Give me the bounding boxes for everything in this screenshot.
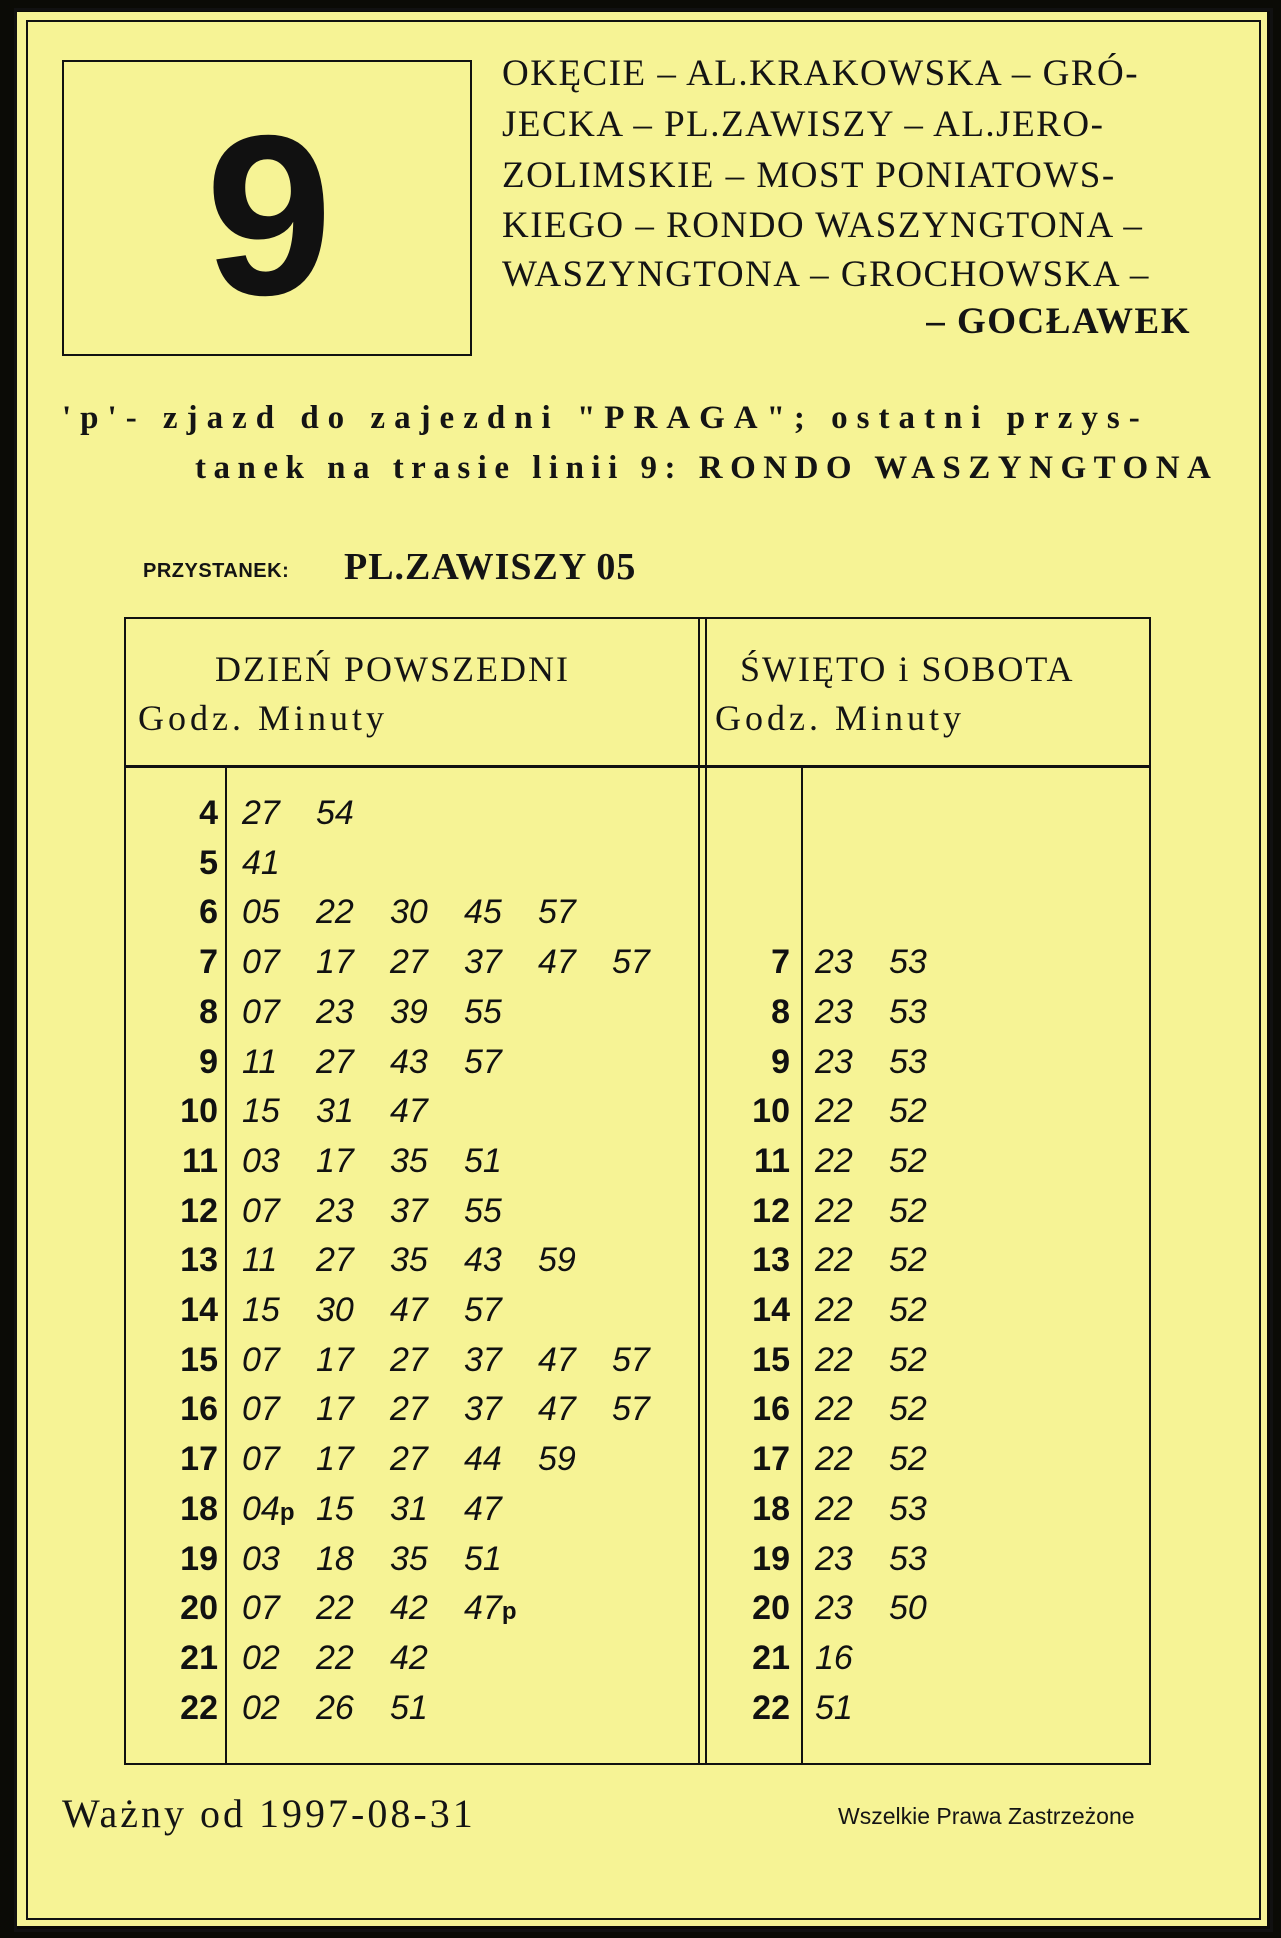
- weekday-hour: 20: [180, 1589, 218, 1628]
- holiday-minute: 52: [889, 1440, 927, 1479]
- weekday-minute: 55: [464, 1191, 502, 1230]
- weekday-minute: 57: [538, 893, 576, 932]
- weekday-minute: 07: [242, 1390, 280, 1429]
- weekday-hour-rule: [225, 768, 227, 1765]
- weekday-minute: 47: [390, 1291, 428, 1329]
- holiday-minute: 52: [889, 1390, 927, 1429]
- weekday-minutes: [242, 788, 390, 838]
- holiday-minute: 23: [815, 1589, 853, 1628]
- holiday-title: ŚWIĘTO i SOBOTA: [740, 649, 1075, 689]
- header-rule: [124, 765, 1151, 768]
- weekday-minute: 47: [390, 1092, 428, 1131]
- holiday-minute: 22: [815, 1390, 853, 1429]
- weekday-minute: 59: [538, 1241, 576, 1280]
- weekday-minutes: [242, 887, 612, 937]
- weekday-minute: 03: [242, 1141, 280, 1180]
- weekday-hour: 16: [180, 1390, 218, 1429]
- weekday-minutes: [242, 1484, 538, 1538]
- holiday-hour: 10: [752, 1092, 790, 1131]
- weekday-minute: 44: [464, 1440, 502, 1479]
- weekday-minute: 22: [316, 893, 354, 932]
- stop-label: PRZYSTANEK:: [143, 560, 290, 582]
- weekday-minute: 47: [538, 1390, 576, 1429]
- weekday-minute: 27: [390, 1390, 428, 1429]
- holiday-minutes: [815, 1086, 963, 1136]
- weekday-minutes: [242, 1136, 538, 1186]
- route-line-3: ZOLIMSKIE – MOST PONIATOWS-: [502, 155, 1116, 196]
- weekday-minute: 15: [242, 1291, 280, 1329]
- weekday-minute: 22: [316, 1589, 354, 1628]
- holiday-hour: 18: [752, 1489, 790, 1528]
- weekday-minute: 35: [390, 1241, 428, 1280]
- holiday-minute: 22: [815, 1340, 853, 1379]
- weekday-minute: 51: [390, 1688, 428, 1727]
- weekday-minutes: [242, 1683, 464, 1733]
- holiday-minutes: [815, 1235, 963, 1285]
- weekday-minute: 30: [316, 1291, 354, 1329]
- weekday-hour: 12: [180, 1191, 218, 1230]
- holiday-hour: 20: [752, 1589, 790, 1628]
- holiday-minute: 51: [815, 1688, 853, 1727]
- weekday-minute: 57: [612, 943, 650, 982]
- holiday-hour: 8: [771, 992, 790, 1031]
- weekday-minute: 31: [316, 1092, 354, 1131]
- holiday-minute: 52: [889, 1241, 927, 1280]
- weekday-minute: 17: [316, 1340, 354, 1379]
- weekday-minute: 27: [316, 1042, 354, 1081]
- weekday-hour: 15: [180, 1340, 218, 1379]
- weekday-minute: 23: [316, 992, 354, 1031]
- weekday-minute: 26: [316, 1688, 354, 1727]
- holiday-minutes: [815, 1285, 963, 1335]
- column-divider: [705, 617, 707, 1765]
- weekday-minute: 41: [242, 843, 280, 882]
- holiday-minutes: [815, 1335, 963, 1385]
- holiday-hour: 17: [752, 1440, 790, 1479]
- holiday-minute: 50: [889, 1589, 927, 1628]
- weekday-minute: 47p: [464, 1589, 517, 1628]
- weekday-minute: 37: [390, 1191, 428, 1230]
- weekday-minute: 39: [390, 992, 428, 1031]
- holiday-minute: 52: [889, 1340, 927, 1379]
- holiday-minute: 23: [815, 1042, 853, 1081]
- holiday-minute: 23: [815, 1539, 853, 1578]
- weekday-title: DZIEŃ POWSZEDNI: [215, 649, 570, 689]
- weekday-hour: 18: [180, 1489, 218, 1528]
- weekday-minute: 51: [464, 1141, 502, 1180]
- weekday-minute: 22: [316, 1638, 354, 1677]
- holiday-hour: 19: [752, 1539, 790, 1578]
- holiday-hour: 21: [752, 1638, 790, 1677]
- weekday-minute: 35: [390, 1141, 428, 1180]
- holiday-minute: 22: [815, 1141, 853, 1180]
- holiday-minute: 22: [815, 1291, 853, 1329]
- weekday-minutes: [242, 1235, 612, 1285]
- weekday-hour: 14: [180, 1291, 218, 1329]
- weekday-minute: 03: [242, 1539, 280, 1578]
- weekday-minute: 57: [612, 1390, 650, 1429]
- route-line-5: WASZYNGTONA – GROCHOWSKA –: [502, 254, 1150, 295]
- holiday-hour: 22: [752, 1688, 790, 1727]
- holiday-minute: 22: [815, 1191, 853, 1230]
- holiday-minutes: [815, 1484, 963, 1534]
- weekday-hour: 21: [180, 1638, 218, 1677]
- weekday-hour: 4: [199, 794, 218, 832]
- weekday-minute: 27: [242, 794, 280, 832]
- holiday-minutes: [815, 1583, 963, 1633]
- holiday-minutes: [815, 1434, 963, 1484]
- holiday-minute: 52: [889, 1092, 927, 1131]
- route-line-6: – GOCŁAWEK: [926, 301, 1191, 342]
- line-number-box: [62, 60, 472, 356]
- weekday-minute: 43: [390, 1042, 428, 1081]
- weekday-minute: 17: [316, 943, 354, 982]
- holiday-hour: 9: [771, 1042, 790, 1081]
- holiday-minute: 52: [889, 1141, 927, 1180]
- copyright-notice: Wszelkie Prawa Zastrzeżone: [838, 1803, 1135, 1829]
- weekday-minute: 17: [316, 1390, 354, 1429]
- holiday-hour: 13: [752, 1241, 790, 1280]
- weekday-minute: 07: [242, 992, 280, 1031]
- weekday-minute: 27: [390, 1440, 428, 1479]
- weekday-minute: 07: [242, 1340, 280, 1379]
- weekday-minute: 04p: [242, 1489, 295, 1528]
- weekday-minute: 17: [316, 1141, 354, 1180]
- weekday-minute: 59: [538, 1440, 576, 1479]
- weekday-minute: 07: [242, 943, 280, 982]
- holiday-minute: 52: [889, 1191, 927, 1230]
- valid-from: Ważny od 1997-08-31: [62, 1791, 476, 1836]
- weekday-minute: 55: [464, 992, 502, 1031]
- holiday-hour: 15: [752, 1340, 790, 1379]
- weekday-minute: 35: [390, 1539, 428, 1578]
- stop-name: PL.ZAWISZY 05: [344, 546, 637, 588]
- weekday-minutes: [242, 937, 686, 987]
- weekday-minute: 11: [242, 1042, 278, 1081]
- weekday-minute: 37: [464, 943, 502, 982]
- weekday-minute: 15: [242, 1092, 280, 1131]
- weekday-minutes: [242, 987, 538, 1037]
- holiday-minute: 22: [815, 1092, 853, 1131]
- weekday-minute: 47: [538, 1340, 576, 1379]
- weekday-minutes: [242, 1583, 538, 1637]
- weekday-minute: 15: [316, 1489, 354, 1528]
- weekday-hour: 7: [199, 943, 218, 982]
- weekday-hour: 13: [180, 1241, 218, 1280]
- holiday-minute: 53: [889, 1539, 927, 1578]
- weekday-minute: 31: [390, 1489, 428, 1528]
- weekday-minute: 27: [316, 1241, 354, 1280]
- holiday-hour-rule: [801, 768, 803, 1765]
- weekday-minutes: [242, 1186, 538, 1236]
- holiday-hour: 14: [752, 1291, 790, 1329]
- note-line-1: 'p'- zjazd do zajezdni "PRAGA"; ostatni przys-: [62, 400, 1149, 436]
- weekday-minute: 54: [316, 794, 354, 832]
- holiday-minute: 52: [889, 1291, 927, 1329]
- holiday-minutes: [815, 937, 963, 987]
- route-line-2: JECKA – PL.ZAWISZY – AL.JERO-: [502, 104, 1105, 145]
- weekday-subtitle: Godz. Minuty: [138, 698, 388, 738]
- holiday-minute: 16: [815, 1638, 853, 1677]
- weekday-minute: 37: [464, 1390, 502, 1429]
- weekday-hour: 8: [199, 992, 218, 1031]
- weekday-minute: 02: [242, 1688, 280, 1727]
- weekday-minutes: [242, 1086, 464, 1136]
- weekday-minute: 42: [390, 1589, 428, 1628]
- holiday-minute: 53: [889, 1489, 927, 1528]
- holiday-minute: 22: [815, 1241, 853, 1280]
- holiday-minute: 53: [889, 1042, 927, 1081]
- weekday-minute: 30: [390, 893, 428, 932]
- weekday-minute: 27: [390, 1340, 428, 1379]
- weekday-hour: 9: [199, 1042, 218, 1081]
- weekday-minute: 23: [316, 1191, 354, 1230]
- weekday-minutes: [242, 1285, 538, 1335]
- weekday-minute: 18: [316, 1539, 354, 1578]
- note-line-2: tanek na trasie linii 9: RONDO WASZYNGTONA: [195, 450, 1219, 486]
- holiday-minutes: [815, 987, 963, 1037]
- holiday-minute: 53: [889, 943, 927, 982]
- weekday-minute: 07: [242, 1191, 280, 1230]
- weekday-minute: 57: [612, 1340, 650, 1379]
- route-line-4: KIEGO – RONDO WASZYNGTONA –: [502, 205, 1144, 246]
- holiday-minutes: [815, 1633, 889, 1683]
- holiday-minute: 22: [815, 1440, 853, 1479]
- holiday-hour: 7: [771, 943, 790, 982]
- weekday-minutes: [242, 1384, 686, 1434]
- weekday-minute: 51: [464, 1539, 502, 1578]
- weekday-hour: 6: [199, 893, 218, 932]
- line-number: 9: [205, 89, 329, 343]
- weekday-hour: 17: [180, 1440, 218, 1479]
- weekday-minutes: [242, 838, 316, 888]
- weekday-hour: 19: [180, 1539, 218, 1578]
- weekday-minutes: [242, 1335, 686, 1385]
- weekday-hour: 5: [199, 843, 218, 882]
- holiday-minute: 23: [815, 943, 853, 982]
- column-divider: [698, 617, 700, 1765]
- holiday-minutes: [815, 1534, 963, 1584]
- weekday-minutes: [242, 1534, 538, 1584]
- holiday-minutes: [815, 1683, 889, 1733]
- weekday-minutes: [242, 1633, 464, 1683]
- weekday-minute: 57: [464, 1042, 502, 1081]
- holiday-hour: 11: [754, 1141, 790, 1180]
- weekday-minute: 27: [390, 943, 428, 982]
- weekday-minute: 37: [464, 1340, 502, 1379]
- weekday-minute: 17: [316, 1440, 354, 1479]
- weekday-minute: 43: [464, 1241, 502, 1280]
- holiday-minutes: [815, 1136, 963, 1186]
- route-line-1: OKĘCIE – AL.KRAKOWSKA – GRÓ-: [502, 53, 1140, 94]
- weekday-minute: 47: [464, 1489, 502, 1528]
- weekday-minutes: [242, 1037, 538, 1087]
- weekday-minutes: [242, 1434, 612, 1484]
- weekday-minute: 07: [242, 1440, 280, 1479]
- weekday-minute: 11: [242, 1241, 278, 1280]
- holiday-minute: 23: [815, 992, 853, 1031]
- weekday-minute: 45: [464, 893, 502, 932]
- holiday-minutes: [815, 1384, 963, 1434]
- holiday-minute: 53: [889, 992, 927, 1031]
- weekday-hour: 10: [180, 1092, 218, 1131]
- weekday-minute: 02: [242, 1638, 280, 1677]
- holiday-minute: 22: [815, 1489, 853, 1528]
- weekday-minute: 07: [242, 1589, 280, 1628]
- holiday-subtitle: Godz. Minuty: [715, 698, 965, 738]
- weekday-minute: 05: [242, 893, 280, 932]
- weekday-minute: 57: [464, 1291, 502, 1329]
- holiday-minutes: [815, 1037, 963, 1087]
- weekday-minute: 42: [390, 1638, 428, 1677]
- weekday-hour: 22: [180, 1688, 218, 1727]
- holiday-hour: 16: [752, 1390, 790, 1429]
- weekday-hour: 11: [182, 1141, 218, 1180]
- holiday-hour: 12: [752, 1191, 790, 1230]
- holiday-minutes: [815, 1186, 963, 1236]
- weekday-minute: 47: [538, 943, 576, 982]
